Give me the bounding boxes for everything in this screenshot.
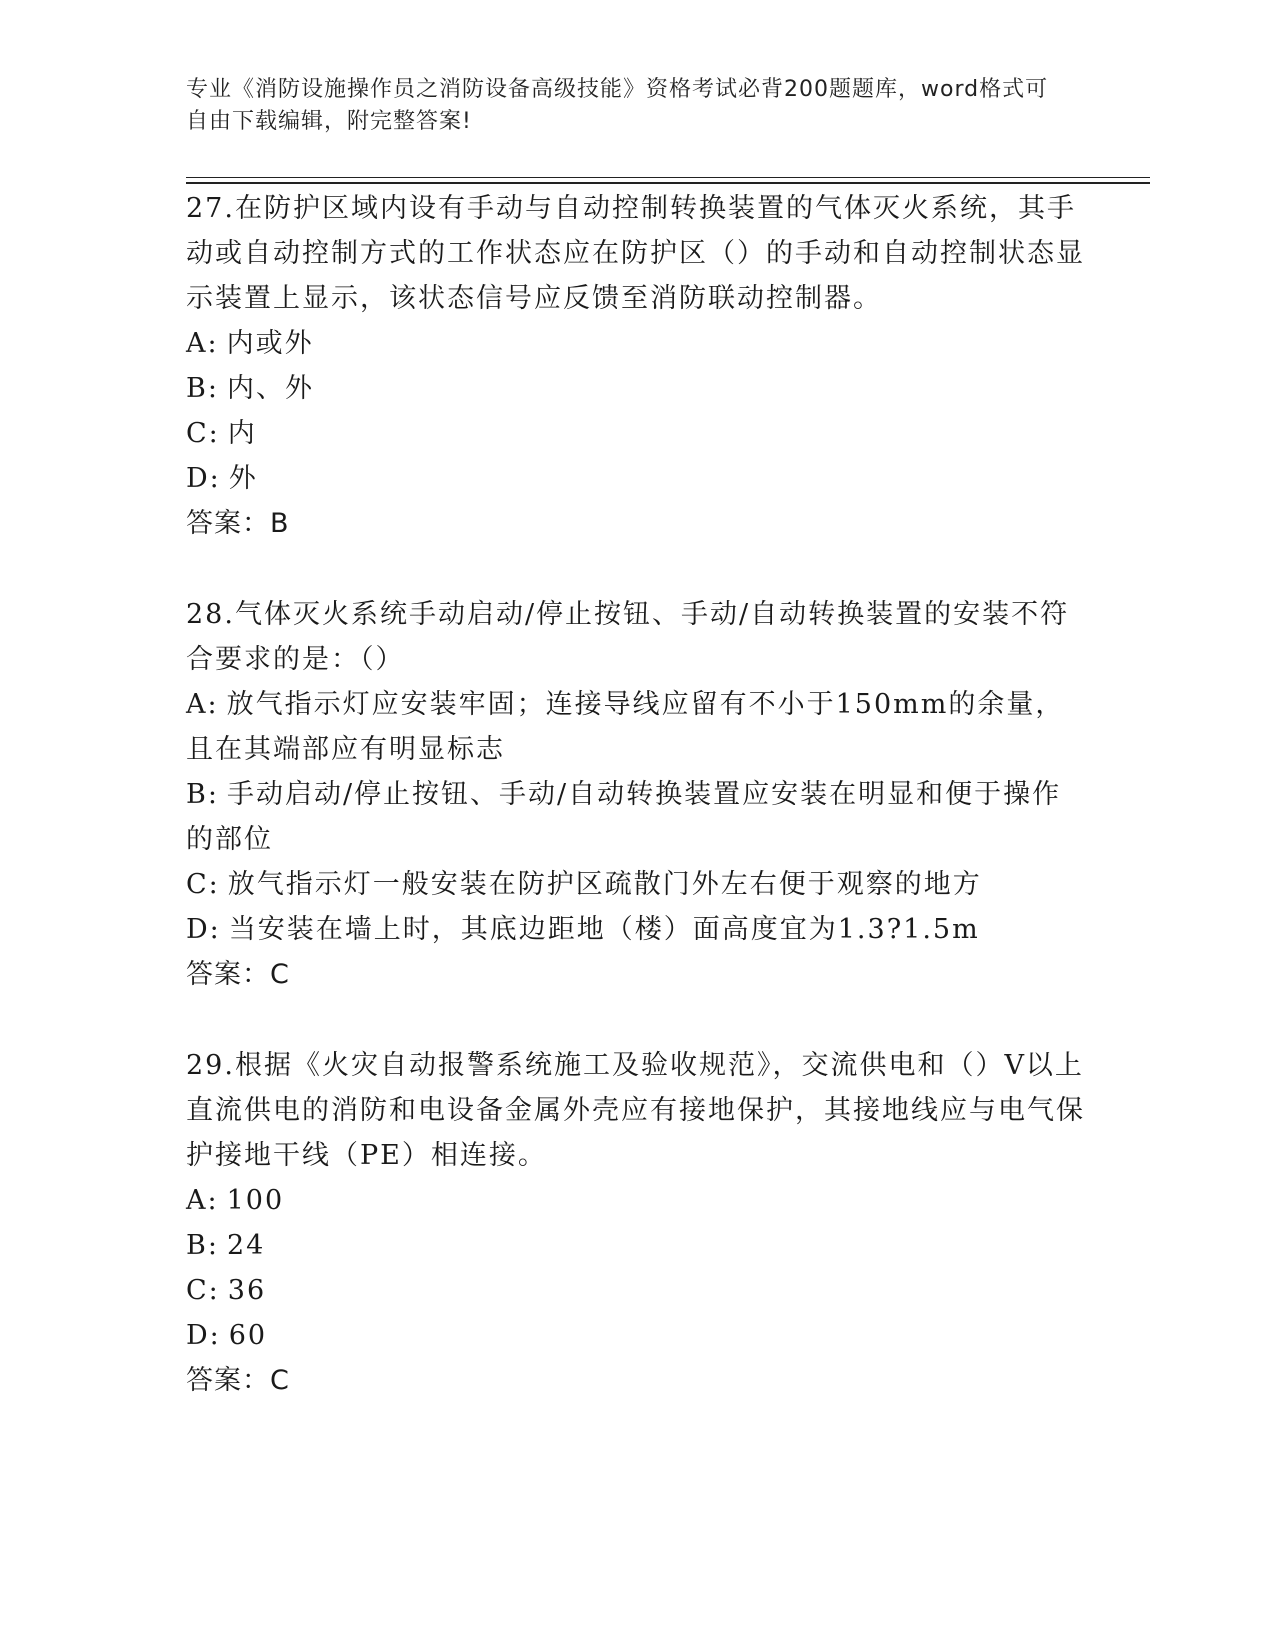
option-text: 内、外 [226, 373, 314, 404]
option-text: 放气指示灯应安装牢固；连接导线应留有不小于150mm的余量，且在其端部应有明显标志 [186, 689, 1065, 765]
option-letter: B: [186, 779, 219, 810]
question-27 [186, 186, 1086, 546]
option-letter: C: [186, 418, 220, 449]
option-text: 放气指示灯一般安装在防护区疏散门外左右便于观察的地方 [227, 869, 982, 900]
option-c [186, 1268, 1086, 1313]
question-28 [186, 592, 1086, 997]
answer-line: 答案：B [186, 508, 290, 539]
option-b [186, 366, 1086, 411]
header-divider-thick [186, 182, 1150, 184]
option-c [186, 862, 1086, 907]
option-text: 外 [228, 463, 258, 494]
option-a [186, 321, 1086, 366]
option-letter: A: [186, 689, 219, 720]
option-a [186, 1178, 1086, 1223]
option-text: 24 [226, 1230, 266, 1261]
option-text: 36 [227, 1275, 267, 1306]
option-d [186, 1313, 1086, 1358]
answer-line: 答案：C [186, 1365, 290, 1396]
option-text: 内或外 [226, 328, 314, 359]
option-b [186, 1223, 1086, 1268]
option-letter: A: [186, 1185, 219, 1216]
option-letter: C: [186, 869, 220, 900]
option-b [186, 772, 1086, 862]
option-text: 60 [228, 1320, 268, 1351]
answer-line: 答案：C [186, 959, 290, 990]
option-text: 内 [227, 418, 257, 449]
option-c [186, 411, 1086, 456]
option-letter: A: [186, 328, 219, 359]
option-letter: D: [186, 1320, 221, 1351]
option-letter: D: [186, 463, 221, 494]
question-stem: 28.气体灭火系统手动启动/停止按钮、手动/自动转换装置的安装不符合要求的是：（） [186, 599, 1070, 675]
option-d [186, 456, 1086, 501]
question-29 [186, 1043, 1086, 1403]
option-letter: D: [186, 914, 221, 945]
option-text: 100 [226, 1185, 285, 1216]
option-letter: C: [186, 1275, 220, 1306]
option-text: 当安装在墙上时，其底边距地（楼）面高度宜为1.3?1.5m [228, 914, 980, 945]
option-letter: B: [186, 373, 219, 404]
option-text: 手动启动/停止按钮、手动/自动转换装置应安装在明显和便于操作的部位 [186, 779, 1062, 855]
option-d [186, 907, 1086, 952]
header-divider-thin [186, 177, 1150, 178]
document-header [186, 74, 1066, 138]
question-stem: 29.根据《火灾自动报警系统施工及验收规范》，交流供电和（）V以上直流供电的消防和电设备金属外壳应有接地保护，其接地线应与电气保护接地干线（PE）相连接。 [186, 1050, 1085, 1171]
option-letter: B: [186, 1230, 219, 1261]
question-list [186, 186, 1086, 1403]
question-stem: 27.在防护区域内设有手动与自动控制转换装置的气体灭火系统，其手动或自动控制方式的工作状态应在防护区（）的手动和自动控制状态显示装置上显示，该状态信号应反馈至消防联动控制器。 [186, 193, 1085, 314]
header-text: 专业《消防设施操作员之消防设备高级技能》资格考试必背200题题库，word格式可自由下载编辑，附完整答案! [186, 77, 1049, 134]
option-a [186, 682, 1086, 772]
